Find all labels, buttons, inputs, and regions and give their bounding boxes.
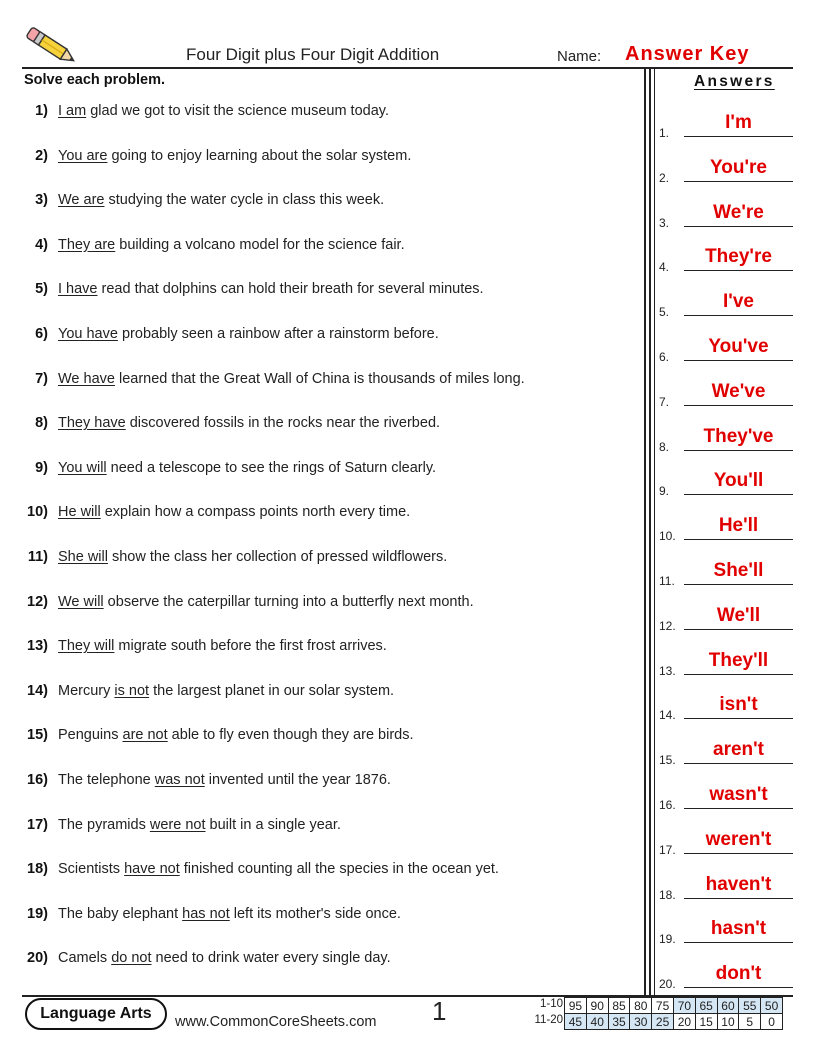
underlined-words: We are <box>58 192 105 209</box>
underlined-words: was not <box>154 772 205 788</box>
problem-sentence <box>58 591 474 613</box>
problem-item <box>0 769 640 791</box>
sentence-suffix: able to fly even though they are birds. <box>167 727 414 744</box>
score-cell: 75 <box>652 998 674 1014</box>
problem-sentence <box>58 724 414 746</box>
answer-line <box>684 494 793 495</box>
problem-number: 4) <box>35 236 48 253</box>
score-cell: 65 <box>695 998 717 1014</box>
problem-sentence <box>58 769 391 791</box>
problem-sentence <box>58 546 447 568</box>
answer-key-label: Answer Key <box>625 43 750 65</box>
score-cell: 60 <box>717 998 739 1014</box>
answer-number: 4. <box>659 260 670 275</box>
sentence-prefix: Penguins <box>58 727 123 744</box>
answer-item <box>659 961 793 991</box>
answer-number: 1. <box>659 126 670 140</box>
answer-line <box>684 763 793 764</box>
sentence-suffix: building a volcano model for the science fair. <box>115 236 405 253</box>
problem-sentence <box>58 858 499 880</box>
answer-number: 16. <box>659 798 676 812</box>
problem-item <box>0 234 640 256</box>
problem-number: 13) <box>27 638 48 655</box>
page-number: 1 <box>432 996 447 1026</box>
sentence-prefix: Scientists <box>58 861 125 878</box>
underlined-words: are not <box>122 727 168 744</box>
answer-line <box>684 539 793 540</box>
name-label: Name: <box>557 48 602 65</box>
score-cell: 80 <box>630 998 652 1014</box>
problem-number: 6) <box>35 326 48 342</box>
answer-value: We're <box>713 201 764 223</box>
sentence-suffix: observe the caterpillar turning into a butterfly next month. <box>103 593 474 610</box>
problem-number: 5) <box>35 281 48 298</box>
answer-value: aren't <box>713 739 764 761</box>
problem-sentence <box>58 814 341 836</box>
answer-value: I'm <box>725 112 752 133</box>
sentence-suffix: finished counting all the species in the ocean yet. <box>179 861 499 878</box>
sentence-suffix: studying the water cycle in class this week. <box>104 192 385 209</box>
underlined-words: They have <box>58 415 126 432</box>
sentence-prefix: Camels <box>58 950 112 967</box>
subject-badge: Language Arts <box>25 998 167 1030</box>
site-url: www.CommonCoreSheets.com <box>175 1014 377 1030</box>
problem-number: 3) <box>35 192 48 209</box>
score-cell: 50 <box>761 998 783 1014</box>
answer-number: 3. <box>659 215 670 230</box>
answer-line <box>684 270 793 271</box>
problem-item <box>0 680 640 702</box>
problem-item <box>0 368 640 390</box>
underlined-words: We will <box>58 593 104 610</box>
problem-sentence <box>58 457 436 479</box>
problem-number: 2) <box>35 147 48 164</box>
problem-number: 8) <box>35 415 48 432</box>
problem-sentence <box>58 145 411 167</box>
underlined-words: You will <box>58 459 107 476</box>
score-cell: 15 <box>695 1014 717 1030</box>
underlined-words: were not <box>149 816 206 833</box>
problem-item <box>0 278 640 300</box>
answer-line <box>684 853 793 854</box>
answer-item <box>659 379 793 409</box>
top-divider <box>22 67 793 69</box>
underlined-words: They are <box>58 236 116 253</box>
answer-item <box>659 692 793 722</box>
score-cell: 25 <box>652 1014 674 1030</box>
answer-value: don't <box>715 963 762 985</box>
answer-value: I've <box>723 291 754 313</box>
score-range-labels <box>527 996 563 1028</box>
answer-value: haven't <box>705 873 772 895</box>
problem-item <box>0 903 640 925</box>
score-cell: 85 <box>608 998 630 1014</box>
problem-number: 17) <box>27 816 48 833</box>
score-cell: 70 <box>673 998 695 1014</box>
problem-number: 11) <box>27 549 48 565</box>
answer-item <box>659 289 793 319</box>
underlined-words: has not <box>182 905 230 922</box>
problem-sentence <box>58 501 410 523</box>
answer-line <box>684 718 793 719</box>
answer-value: We've <box>711 380 766 402</box>
problem-item <box>0 145 640 167</box>
answer-item <box>659 782 793 812</box>
answer-item <box>659 200 793 230</box>
answer-item <box>659 603 793 633</box>
instructions: Solve each problem. <box>24 72 166 88</box>
answer-line <box>684 226 793 227</box>
answer-item <box>659 155 793 185</box>
sentence-suffix: probably seen a rainbow after a rainstorm before. <box>117 326 439 342</box>
underlined-words: is not <box>114 682 150 699</box>
problem-number: 19) <box>27 905 48 922</box>
answer-line <box>684 808 793 809</box>
answer-value: hasn't <box>710 918 767 940</box>
answer-item <box>659 513 793 543</box>
sentence-prefix: The pyramids <box>58 816 150 833</box>
problem-sentence <box>58 234 405 256</box>
problem-sentence <box>58 368 525 390</box>
underlined-words: have not <box>124 861 180 878</box>
answer-value: isn't <box>719 694 758 716</box>
score-cell: 35 <box>608 1014 630 1030</box>
sentence-prefix: The baby elephant <box>58 905 183 922</box>
problem-item <box>0 546 640 568</box>
answer-line <box>684 987 793 988</box>
problem-number: 1) <box>35 103 48 119</box>
answer-value: They've <box>703 425 774 447</box>
column-divider <box>644 67 646 997</box>
answer-number: 20. <box>659 977 676 992</box>
answer-value: He'll <box>718 515 759 537</box>
answer-item <box>659 648 793 678</box>
problem-sentence <box>58 412 440 434</box>
problem-sentence <box>58 323 439 345</box>
answer-value: She'll <box>713 560 764 581</box>
problem-item <box>0 457 640 479</box>
score-row <box>565 1014 783 1030</box>
column-divider <box>649 67 651 997</box>
score-cell: 45 <box>565 1014 587 1030</box>
underlined-words: You are <box>58 147 108 164</box>
underlined-words: They will <box>58 638 115 655</box>
score-row <box>565 998 783 1014</box>
problem-item <box>0 100 640 122</box>
answer-number: 19. <box>659 932 676 947</box>
sentence-suffix: explain how a compass points north every time. <box>100 504 411 521</box>
sentence-suffix: read that dolphins can hold their breath for several minutes. <box>97 281 484 298</box>
underlined-words: do not <box>111 950 152 967</box>
answer-line <box>684 360 793 361</box>
sentence-suffix: invented until the year 1876. <box>204 772 391 788</box>
problem-sentence <box>58 635 387 657</box>
problem-item <box>0 724 640 746</box>
answer-line <box>684 942 793 943</box>
problem-item <box>0 189 640 211</box>
answer-number: 18. <box>659 887 676 902</box>
answer-value: We'll <box>716 604 761 626</box>
problem-sentence <box>58 100 389 122</box>
problem-sentence <box>58 947 391 969</box>
answer-line <box>684 898 793 899</box>
score-cell: 0 <box>761 1014 783 1030</box>
answer-number: 13. <box>659 663 676 678</box>
sentence-suffix: need a telescope to see the rings of Saturn clearly. <box>106 459 437 476</box>
problem-number: 18) <box>27 861 48 878</box>
problem-sentence <box>58 278 484 300</box>
score-cell: 10 <box>717 1014 739 1030</box>
underlined-words: He will <box>58 504 101 521</box>
score-range-label: 11-20 <box>534 1014 563 1026</box>
worksheet-title: Four Digit plus Four Digit Addition <box>186 45 440 64</box>
sentence-suffix: left its mother's side once. <box>229 905 401 922</box>
answer-item <box>659 110 793 140</box>
answer-value: weren't <box>705 828 772 850</box>
score-cell: 20 <box>673 1014 695 1030</box>
answer-item <box>659 872 793 902</box>
problem-number: 9) <box>35 459 48 476</box>
answer-line <box>684 136 793 137</box>
answer-item <box>659 827 793 857</box>
column-divider <box>654 67 655 997</box>
score-cell: 55 <box>739 998 761 1014</box>
problem-sentence <box>58 680 394 702</box>
problem-item <box>0 635 640 657</box>
sentence-suffix: built in a single year. <box>205 816 341 833</box>
problem-number: 14) <box>27 682 48 699</box>
score-table <box>564 997 783 1030</box>
sentence-suffix: the largest planet in our solar system. <box>149 682 395 699</box>
sentence-suffix: migrate south before the first frost arrives. <box>114 638 387 655</box>
answer-item <box>659 424 793 454</box>
answer-line <box>684 315 793 316</box>
problem-number: 15) <box>27 727 48 744</box>
answer-number: 17. <box>659 842 676 857</box>
answer-item <box>659 558 793 588</box>
problem-item <box>0 814 640 836</box>
answer-number: 11. <box>659 574 675 588</box>
answer-number: 6. <box>659 350 670 364</box>
score-cell: 30 <box>630 1014 652 1030</box>
answer-line <box>684 629 793 630</box>
score-cell: 95 <box>565 998 587 1014</box>
answer-number: 15. <box>659 753 676 768</box>
problem-number: 16) <box>27 772 48 788</box>
problem-item <box>0 412 640 434</box>
sentence-prefix: Mercury <box>58 682 115 699</box>
problem-item <box>0 323 640 345</box>
answer-value: They'll <box>708 649 769 671</box>
score-cell: 90 <box>586 998 608 1014</box>
problem-item <box>0 591 640 613</box>
answer-value: They're <box>705 246 772 268</box>
answer-number: 12. <box>659 618 676 633</box>
problem-number: 20) <box>27 950 48 967</box>
underlined-words: She will <box>58 549 108 565</box>
answer-number: 2. <box>659 170 670 185</box>
problem-sentence <box>58 903 401 925</box>
answer-value: You're <box>710 156 767 178</box>
sentence-suffix: show the class her collection of pressed wildflowers. <box>107 549 448 565</box>
answer-value: You've <box>708 336 769 357</box>
problem-item <box>0 501 640 523</box>
sentence-suffix: learned that the Great Wall of China is thousands of miles long. <box>114 370 525 387</box>
problem-number: 7) <box>35 370 48 387</box>
answer-number: 5. <box>659 305 670 320</box>
answer-item <box>659 468 793 498</box>
problem-item <box>0 858 640 880</box>
answer-value: wasn't <box>709 784 768 805</box>
answer-line <box>684 181 793 182</box>
sentence-suffix: going to enjoy learning about the solar system. <box>107 147 412 164</box>
answer-number: 9. <box>659 484 670 499</box>
answer-item <box>659 916 793 946</box>
problem-number: 10) <box>27 504 48 521</box>
pencil-icon <box>22 24 80 68</box>
answer-number: 10. <box>659 529 676 544</box>
answer-number: 7. <box>659 394 670 409</box>
underlined-words: I am <box>58 103 87 119</box>
answer-line <box>684 405 793 406</box>
score-range-label: 1-10 <box>539 998 563 1010</box>
answer-value: You'll <box>713 470 764 492</box>
answer-line <box>684 450 793 451</box>
answer-item <box>659 737 793 767</box>
answer-item <box>659 244 793 274</box>
underlined-words: You have <box>58 326 118 342</box>
sentence-suffix: need to drink water every single day. <box>151 950 391 967</box>
answers-header: Answers <box>694 73 775 90</box>
answer-number: 8. <box>659 439 670 454</box>
answer-line <box>684 674 793 675</box>
underlined-words: I have <box>58 281 98 298</box>
problem-item <box>0 947 640 969</box>
answer-item <box>659 334 793 364</box>
score-cell: 5 <box>739 1014 761 1030</box>
answer-line <box>684 584 793 585</box>
score-cell: 40 <box>586 1014 608 1030</box>
problem-number: 12) <box>27 593 48 610</box>
underlined-words: We have <box>58 370 115 387</box>
sentence-suffix: glad we got to visit the science museum today. <box>86 103 389 119</box>
answer-number: 14. <box>659 708 676 723</box>
problem-sentence <box>58 189 384 211</box>
sentence-suffix: discovered fossils in the rocks near the riverbed. <box>125 415 441 432</box>
sentence-prefix: The telephone <box>58 772 155 788</box>
